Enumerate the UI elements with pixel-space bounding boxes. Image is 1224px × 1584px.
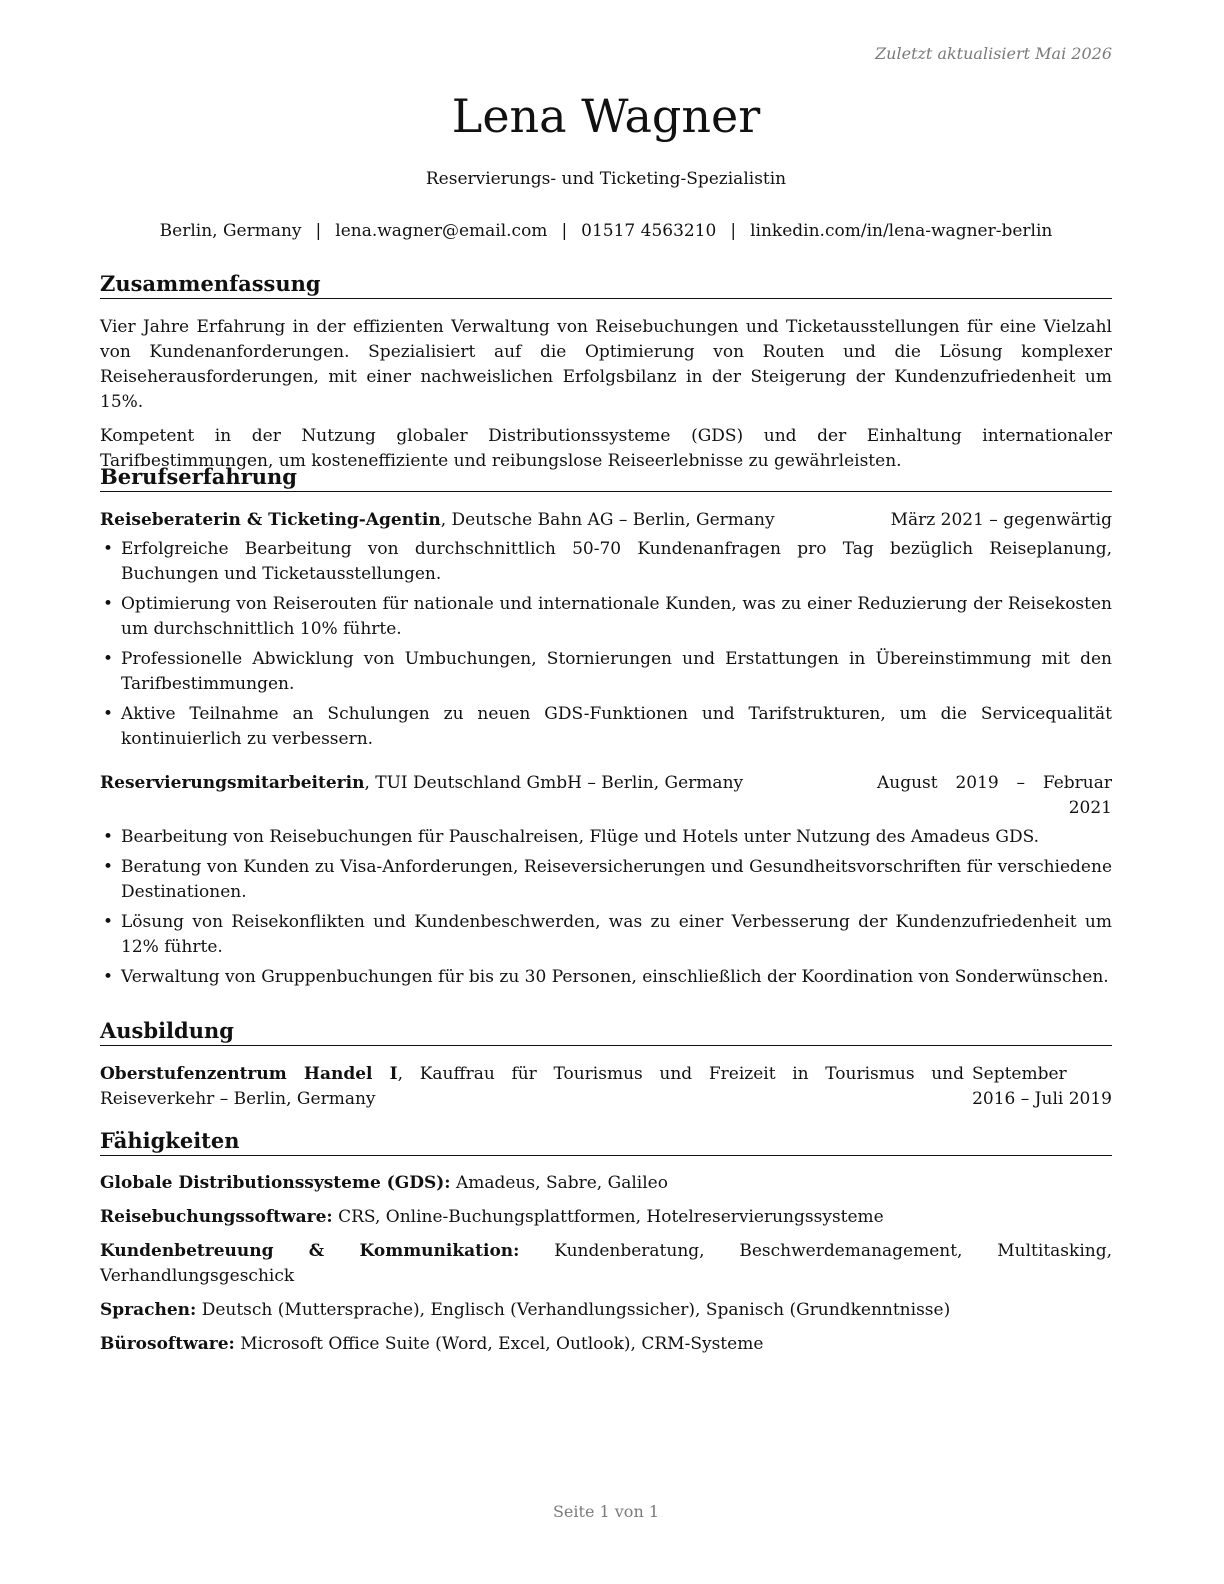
contact-email-link[interactable]: lena.wagner@email.com xyxy=(335,221,548,241)
skill-label: Sprachen: xyxy=(100,1300,197,1320)
job-dates: März 2021 – gegenwärtig xyxy=(890,510,1112,530)
bullet-icon: • xyxy=(103,857,114,877)
job-entry xyxy=(100,508,1112,752)
skill-label: Kundenbetreuung & Kommunikation: xyxy=(100,1241,520,1261)
job-role: Reservierungsmitarbeiterin xyxy=(100,773,365,793)
contact-linkedin-link[interactable]: linkedin.com/in/lena-wagner-berlin xyxy=(750,221,1053,241)
skill-item xyxy=(100,1205,1112,1230)
skill-value: CRS, Online-Buchungsplattformen, Hotelreservierungssysteme xyxy=(332,1207,884,1227)
education-entry xyxy=(100,1062,1112,1112)
summary-paragraph: Vier Jahre Erfahrung in der effizienten Verwaltung von Reisebuchungen und Ticketausstellungen für eine Vielzahl von Kundenanforderungen. Spezialisiert auf die Optimierung von Routen und die Lösung komplexer Reiseherausforderungen, mit einer nachweislichen Erfolgsbilanz in der Steigerung der Kundenzufriedenheit um 15%. xyxy=(100,317,1112,412)
bullet-icon: • xyxy=(103,649,114,669)
bullet-item: • Verwaltung von Gruppenbuchungen für bis zu 30 Personen, einschließlich der Koordination von Sonderwünschen. xyxy=(100,965,1112,990)
education-dates: September 2016 – Juli 2019 xyxy=(972,1064,1112,1109)
skill-value: Microsoft Office Suite (Word, Excel, Outlook), CRM-Systeme xyxy=(234,1334,764,1354)
skill-item xyxy=(100,1332,1112,1357)
section-heading-education: Ausbildung xyxy=(100,1017,1112,1046)
skill-item xyxy=(100,1298,1112,1323)
job-header xyxy=(100,508,1112,533)
job-company: , TUI Deutschland GmbH – Berlin, Germany xyxy=(364,773,744,793)
skill-label: Globale Distributionssysteme (GDS): xyxy=(100,1173,451,1193)
bullet-icon: • xyxy=(103,912,114,932)
skills-list xyxy=(100,1171,1112,1357)
skill-value: Kundenberatung, Beschwerdemanagement, Multitasking, Verhandlungsgeschick xyxy=(100,1241,1112,1286)
education-section xyxy=(100,1017,1112,1112)
experience-section xyxy=(100,463,1112,995)
education-school: Oberstufenzentrum Handel I xyxy=(100,1064,398,1084)
skill-item xyxy=(100,1239,1112,1289)
skill-label: Bürosoftware: xyxy=(100,1334,235,1354)
bullet-icon: • xyxy=(103,704,114,724)
summary-paragraph: Kompetent in der Nutzung globaler Distributionssysteme (GDS) und der Einhaltung internationaler Tarifbestimmungen, um kosteneffiziente und reibungslose Reiseerlebnisse zu gewährleisten. xyxy=(100,426,1112,471)
candidate-title: Reservierungs- und Ticketing-Spezialistin xyxy=(425,169,787,189)
job-bullets xyxy=(100,825,1112,990)
bullet-item: • Bearbeitung von Reisebuchungen für Pauschalreisen, Flüge und Hotels unter Nutzung des Amadeus GDS. xyxy=(100,825,1112,850)
skills-section xyxy=(100,1127,1112,1366)
bullet-item: • Erfolgreiche Bearbeitung von durchschnittlich 50-70 Kundenanfragen pro Tag bezüglich Reiseplanung, Buchungen und Ticketausstellungen. xyxy=(103,539,1112,584)
section-heading-skills: Fähigkeiten xyxy=(100,1127,1112,1156)
contact-location: Berlin, Germany xyxy=(159,221,302,241)
job-dates: August 2019 – Februar 2021 xyxy=(877,773,1112,818)
page-number: Seite 1 von 1 xyxy=(552,1502,660,1521)
job-bullets xyxy=(100,537,1112,752)
candidate-name: Lena Wagner xyxy=(451,89,761,143)
contact-separator: | xyxy=(730,221,737,241)
summary-section xyxy=(100,270,1112,474)
skill-item xyxy=(100,1171,1112,1196)
contact-separator: | xyxy=(561,221,568,241)
resume-page xyxy=(100,0,1112,1584)
bullet-icon: • xyxy=(103,967,114,987)
job-company: , Deutsche Bahn AG – Berlin, Germany xyxy=(440,510,775,530)
skill-value: Amadeus, Sabre, Galileo xyxy=(450,1173,668,1193)
bullet-item: • Aktive Teilnahme an Schulungen zu neuen GDS-Funktionen und Tarifstrukturen, um die Servicequalität kontinuierlich zu verbessern. xyxy=(103,704,1112,749)
job-role: Reiseberaterin & Ticketing-Agentin xyxy=(100,510,441,530)
section-heading-experience: Berufserfahrung xyxy=(100,463,1112,492)
education-details: , Kauffrau für Tourismus und Freizeit in Tourismus und Reiseverkehr – Berlin, Germany xyxy=(100,1064,964,1109)
bullet-item: • Beratung von Kunden zu Visa-Anforderungen, Reiseversicherungen und Gesundheitsvorschriften für verschiedene Destinationen. xyxy=(103,857,1112,902)
job-header xyxy=(100,771,1112,821)
bullet-icon: • xyxy=(103,594,114,614)
skill-value: Deutsch (Muttersprache), Englisch (Verhandlungssicher), Spanisch (Grundkenntnisse) xyxy=(196,1300,951,1320)
bullet-icon: • xyxy=(103,539,114,559)
skill-label: Reisebuchungssoftware: xyxy=(100,1207,333,1227)
section-heading-summary: Zusammenfassung xyxy=(100,270,1112,299)
job-entry xyxy=(100,771,1112,990)
bullet-item: • Optimierung von Reiserouten für nationale und internationale Kunden, was zu einer Reduzierung der Reisekosten um durchschnittlich 10% führte. xyxy=(103,594,1112,639)
bullet-item: • Lösung von Reisekonflikten und Kundenbeschwerden, was zu einer Verbesserung der Kundenzufriedenheit um 12% führte. xyxy=(103,912,1112,957)
bullet-item: • Professionelle Abwicklung von Umbuchungen, Stornierungen und Erstattungen in Übereinstimmung mit den Tarifbestimmungen. xyxy=(103,649,1112,694)
contact-phone: 01517 4563210 xyxy=(581,221,717,241)
bullet-icon: • xyxy=(103,827,114,847)
contact-separator: | xyxy=(315,221,322,241)
last-updated-note: Zuletzt aktualisiert Mai 2026 xyxy=(875,44,1112,63)
contact-line xyxy=(100,220,1112,242)
